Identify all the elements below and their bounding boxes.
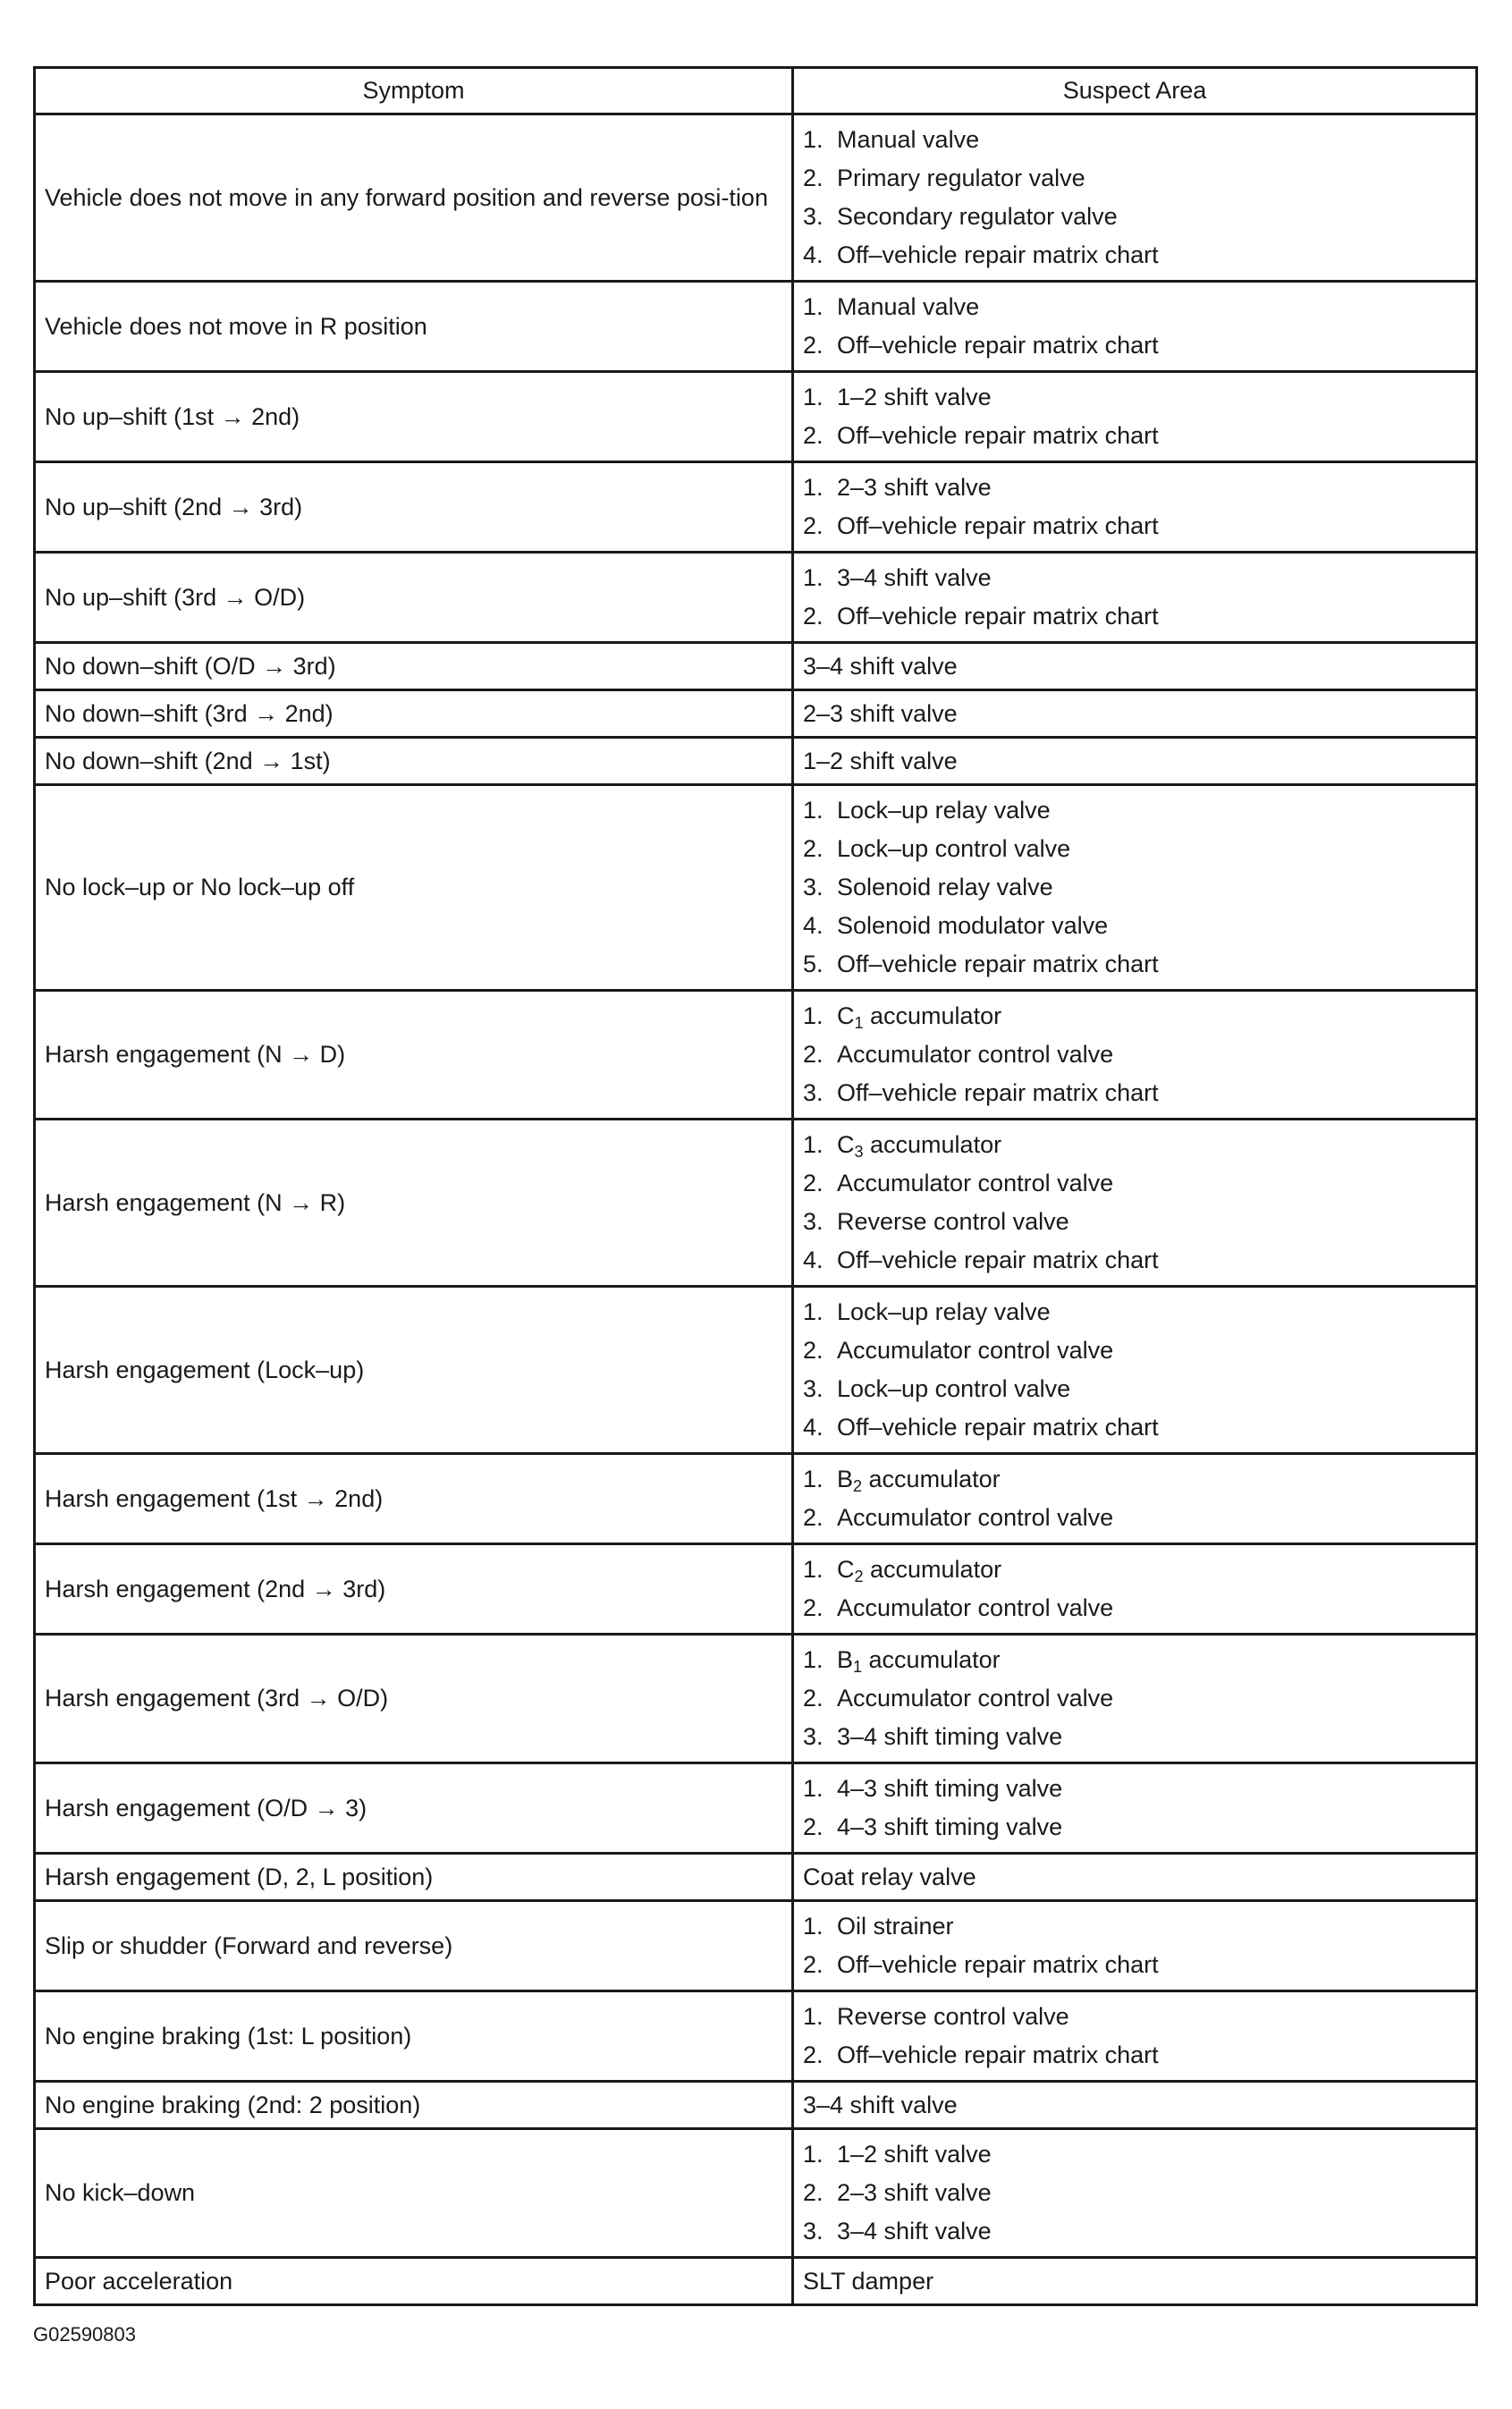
symptom-cell: Poor acceleration — [35, 2258, 793, 2305]
table-row — [35, 1854, 1477, 1901]
item-text: Accumulator control valve — [837, 1170, 1114, 1196]
suspect-area-item — [803, 159, 1466, 198]
suspect-area-item — [803, 2174, 1466, 2212]
item-number: 2. — [803, 332, 824, 359]
suspect-area-cell — [793, 1454, 1477, 1544]
suspect-area-cell: Coat relay valve — [793, 1854, 1477, 1901]
item-number: 2. — [803, 1504, 824, 1531]
item-number: 1. — [803, 1466, 824, 1492]
item-number: 3. — [803, 1375, 824, 1402]
suspect-area-cell — [793, 1763, 1477, 1854]
item-number: 1. — [803, 293, 824, 320]
table-row — [35, 1120, 1477, 1287]
symptom-cell: Harsh engagement (3rd → O/D) — [35, 1635, 793, 1763]
suspect-area-item — [803, 945, 1466, 984]
suspect-area-cell — [793, 372, 1477, 462]
item-number: 2. — [803, 512, 824, 539]
symptom-cell: No up–shift (1st → 2nd) — [35, 372, 793, 462]
suspect-area-cell — [793, 991, 1477, 1120]
item-number: 2. — [803, 835, 824, 862]
table-row — [35, 282, 1477, 372]
item-number: 1. — [803, 384, 824, 410]
suspect-area-cell: 2–3 shift valve — [793, 690, 1477, 738]
symptom-cell: No kick–down — [35, 2129, 793, 2258]
item-text: 4–3 shift timing valve — [837, 1775, 1063, 1802]
symptom-cell: No down–shift (2nd → 1st) — [35, 738, 793, 785]
item-text: 4–3 shift timing valve — [837, 1813, 1063, 1840]
table-row — [35, 1991, 1477, 2082]
suspect-area-item — [803, 1370, 1466, 1408]
suspect-area-item — [803, 236, 1466, 275]
item-text: Lock–up relay valve — [837, 1298, 1051, 1325]
table-row — [35, 2082, 1477, 2129]
suspect-area-cell — [793, 462, 1477, 553]
suspect-area-cell — [793, 282, 1477, 372]
suspect-area-item — [803, 1074, 1466, 1112]
item-number: 1. — [803, 2003, 824, 2030]
suspect-area-item — [803, 1641, 1466, 1679]
item-text: $C_2$ accumulator — [837, 1556, 1002, 1585]
suspect-area-item — [803, 288, 1466, 326]
item-text: Off–vehicle repair matrix chart — [837, 1079, 1159, 1106]
item-number: 2. — [803, 1685, 824, 1712]
item-text: Solenoid modulator valve — [837, 912, 1109, 939]
subscript: 2 — [853, 1477, 863, 1495]
item-text: Accumulator control valve — [837, 1594, 1114, 1621]
symptom-cell: Harsh engagement (N → D) — [35, 991, 793, 1120]
item-number: 3. — [803, 1723, 824, 1750]
suspect-area-list — [803, 1907, 1466, 1984]
suspect-area-item — [803, 791, 1466, 830]
suspect-area-item — [803, 1998, 1466, 2036]
suspect-area-list — [803, 2135, 1466, 2251]
suspect-area-item — [803, 1035, 1466, 1074]
item-text: $C_3$ accumulator — [837, 1131, 1002, 1161]
suspect-area-cell: 1–2 shift valve — [793, 738, 1477, 785]
item-text: $B_2$ accumulator — [837, 1466, 1001, 1495]
suspect-area-list — [803, 1551, 1466, 1627]
table-body — [35, 114, 1477, 2305]
item-text: $C_1$ accumulator — [837, 1002, 1002, 1032]
suspect-area-item — [803, 1551, 1466, 1589]
item-text: Accumulator control valve — [837, 1041, 1114, 1068]
suspect-area-list — [803, 1998, 1466, 2075]
table-row — [35, 738, 1477, 785]
item-number: 3. — [803, 1079, 824, 1106]
table-row — [35, 690, 1477, 738]
item-number: 2. — [803, 1337, 824, 1364]
table-row — [35, 553, 1477, 643]
item-text: Reverse control valve — [837, 1208, 1069, 1235]
symptom-cell: Vehicle does not move in R position — [35, 282, 793, 372]
item-text: 3–4 shift valve — [837, 564, 992, 591]
item-number: 1. — [803, 1556, 824, 1583]
item-text: 3–4 shift valve — [837, 2218, 992, 2244]
item-text: Accumulator control valve — [837, 1337, 1114, 1364]
item-number: 1. — [803, 474, 824, 501]
item-text: Oil strainer — [837, 1913, 954, 1940]
item-number: 4. — [803, 1247, 824, 1273]
suspect-area-list — [803, 121, 1466, 275]
suspect-area-column-header: Suspect Area — [793, 68, 1477, 114]
table-row — [35, 1287, 1477, 1454]
table-row — [35, 1901, 1477, 1991]
suspect-area-list — [803, 469, 1466, 545]
item-number: 1. — [803, 1131, 824, 1158]
suspect-area-item — [803, 1589, 1466, 1627]
item-text: Off–vehicle repair matrix chart — [837, 1951, 1159, 1978]
item-number: 1. — [803, 1775, 824, 1802]
item-text: Lock–up control valve — [837, 835, 1071, 862]
item-number: 2. — [803, 603, 824, 630]
table-row — [35, 785, 1477, 991]
item-number: 1. — [803, 1913, 824, 1940]
item-number: 3. — [803, 203, 824, 230]
item-text: Reverse control valve — [837, 2003, 1069, 2030]
suspect-area-cell — [793, 2129, 1477, 2258]
suspect-area-item — [803, 1331, 1466, 1370]
suspect-area-list — [803, 378, 1466, 455]
item-text: Primary regulator valve — [837, 165, 1085, 191]
item-text: 2–3 shift valve — [837, 2179, 992, 2206]
symptom-cell: Harsh engagement (D, 2, L position) — [35, 1854, 793, 1901]
suspect-area-list — [803, 1641, 1466, 1756]
item-number: 4. — [803, 912, 824, 939]
suspect-area-item — [803, 559, 1466, 597]
item-number: 1. — [803, 1002, 824, 1029]
item-number: 1. — [803, 797, 824, 824]
suspect-area-cell: 3–4 shift valve — [793, 2082, 1477, 2129]
figure-code: G02590803 — [33, 2323, 136, 2346]
suspect-area-list — [803, 559, 1466, 636]
item-text: Off–vehicle repair matrix chart — [837, 332, 1159, 359]
table-row — [35, 1763, 1477, 1854]
item-text: Off–vehicle repair matrix chart — [837, 2041, 1159, 2068]
item-text: Off–vehicle repair matrix chart — [837, 603, 1159, 630]
table-row — [35, 2258, 1477, 2305]
suspect-area-item — [803, 1241, 1466, 1280]
suspect-area-cell — [793, 1991, 1477, 2082]
symptom-cell: Harsh engagement (2nd → 3rd) — [35, 1544, 793, 1635]
suspect-area-item — [803, 2036, 1466, 2075]
item-text: Solenoid relay valve — [837, 874, 1053, 900]
symptom-cell: No up–shift (2nd → 3rd) — [35, 462, 793, 553]
item-number: 3. — [803, 1208, 824, 1235]
symptom-column-header: Symptom — [35, 68, 793, 114]
item-text: 3–4 shift timing valve — [837, 1723, 1063, 1750]
suspect-area-item — [803, 121, 1466, 159]
table-row — [35, 1454, 1477, 1544]
item-number: 3. — [803, 874, 824, 900]
item-number: 2. — [803, 1041, 824, 1068]
item-text: Off–vehicle repair matrix chart — [837, 512, 1159, 539]
suspect-area-cell — [793, 1635, 1477, 1763]
suspect-area-cell — [793, 553, 1477, 643]
item-number: 1. — [803, 564, 824, 591]
table-row — [35, 2129, 1477, 2258]
suspect-area-item — [803, 1126, 1466, 1164]
suspect-area-cell: 3–4 shift valve — [793, 643, 1477, 690]
suspect-area-list — [803, 1460, 1466, 1537]
suspect-area-item — [803, 1808, 1466, 1847]
item-text: Accumulator control valve — [837, 1504, 1114, 1531]
table-row — [35, 1544, 1477, 1635]
symptom-cell: Harsh engagement (O/D → 3) — [35, 1763, 793, 1854]
suspect-area-cell — [793, 114, 1477, 282]
suspect-area-item — [803, 597, 1466, 636]
table-row — [35, 372, 1477, 462]
suspect-area-item — [803, 1946, 1466, 1984]
suspect-area-item — [803, 830, 1466, 868]
symptom-cell: Harsh engagement (N → R) — [35, 1120, 793, 1287]
subscript: 3 — [854, 1143, 864, 1161]
table-row — [35, 643, 1477, 690]
item-text: Lock–up control valve — [837, 1375, 1071, 1402]
suspect-area-item — [803, 2135, 1466, 2174]
suspect-area-item — [803, 868, 1466, 907]
item-number: 2. — [803, 2179, 824, 2206]
subscript: 1 — [854, 1014, 864, 1032]
subscript: 1 — [853, 1658, 863, 1676]
item-text: Off–vehicle repair matrix chart — [837, 951, 1159, 977]
item-text: Manual valve — [837, 293, 980, 320]
item-number: 1. — [803, 2141, 824, 2168]
suspect-area-item — [803, 417, 1466, 455]
item-number: 4. — [803, 1414, 824, 1441]
suspect-area-list — [803, 1293, 1466, 1447]
symptom-cell: No engine braking (1st: L position) — [35, 1991, 793, 2082]
suspect-area-item — [803, 1907, 1466, 1946]
suspect-area-cell: SLT damper — [793, 2258, 1477, 2305]
suspect-area-item — [803, 326, 1466, 365]
table-row — [35, 1635, 1477, 1763]
suspect-area-list — [803, 288, 1466, 365]
suspect-area-item — [803, 507, 1466, 545]
table-row — [35, 114, 1477, 282]
item-text: Off–vehicle repair matrix chart — [837, 1414, 1159, 1441]
symptom-cell: No engine braking (2nd: 2 position) — [35, 2082, 793, 2129]
item-text: Off–vehicle repair matrix chart — [837, 241, 1159, 268]
suspect-area-item — [803, 2212, 1466, 2251]
item-text: 1–2 shift valve — [837, 2141, 992, 2168]
item-number: 1. — [803, 1646, 824, 1673]
symptom-cell: No up–shift (3rd → O/D) — [35, 553, 793, 643]
item-text: Off–vehicle repair matrix chart — [837, 422, 1159, 449]
subscript: 2 — [854, 1568, 864, 1585]
symptom-cell: No down–shift (3rd → 2nd) — [35, 690, 793, 738]
item-text: Lock–up relay valve — [837, 797, 1051, 824]
suspect-area-cell — [793, 785, 1477, 991]
symptom-table — [33, 66, 1478, 2306]
suspect-area-item — [803, 1408, 1466, 1447]
symptom-cell: Harsh engagement (Lock–up) — [35, 1287, 793, 1454]
item-text: 1–2 shift valve — [837, 384, 992, 410]
symptom-cell: No lock–up or No lock–up off — [35, 785, 793, 991]
symptom-cell: Slip or shudder (Forward and reverse) — [35, 1901, 793, 1991]
item-text: 2–3 shift valve — [837, 474, 992, 501]
suspect-area-item — [803, 1164, 1466, 1203]
item-number: 1. — [803, 126, 824, 153]
symptom-cell: Harsh engagement (1st → 2nd) — [35, 1454, 793, 1544]
item-number: 1. — [803, 1298, 824, 1325]
item-number: 2. — [803, 1813, 824, 1840]
table-header-row — [35, 68, 1477, 114]
table-row — [35, 991, 1477, 1120]
suspect-area-item — [803, 907, 1466, 945]
symptom-cell: Vehicle does not move in any forward position and reverse posi-tion — [35, 114, 793, 282]
suspect-area-cell — [793, 1901, 1477, 1991]
item-text: Off–vehicle repair matrix chart — [837, 1247, 1159, 1273]
item-text: Manual valve — [837, 126, 980, 153]
suspect-area-item — [803, 1293, 1466, 1331]
suspect-area-item — [803, 1499, 1466, 1537]
suspect-area-list — [803, 1126, 1466, 1280]
suspect-area-item — [803, 997, 1466, 1035]
item-number: 5. — [803, 951, 824, 977]
table-row — [35, 462, 1477, 553]
item-number: 3. — [803, 2218, 824, 2244]
item-text: Secondary regulator valve — [837, 203, 1118, 230]
suspect-area-item — [803, 1460, 1466, 1499]
item-number: 2. — [803, 2041, 824, 2068]
symptom-cell: No down–shift (O/D → 3rd) — [35, 643, 793, 690]
item-number: 2. — [803, 1170, 824, 1196]
item-number: 2. — [803, 422, 824, 449]
suspect-area-list — [803, 791, 1466, 984]
suspect-area-cell — [793, 1287, 1477, 1454]
suspect-area-item — [803, 1718, 1466, 1756]
suspect-area-item — [803, 1679, 1466, 1718]
suspect-area-item — [803, 198, 1466, 236]
item-number: 2. — [803, 1594, 824, 1621]
suspect-area-list — [803, 997, 1466, 1112]
item-number: 2. — [803, 1951, 824, 1978]
item-text: Accumulator control valve — [837, 1685, 1114, 1712]
suspect-area-item — [803, 469, 1466, 507]
suspect-area-cell — [793, 1544, 1477, 1635]
suspect-area-item — [803, 1203, 1466, 1241]
suspect-area-item — [803, 1770, 1466, 1808]
item-number: 4. — [803, 241, 824, 268]
item-text: $B_1$ accumulator — [837, 1646, 1001, 1676]
suspect-area-list — [803, 1770, 1466, 1847]
suspect-area-item — [803, 378, 1466, 417]
suspect-area-cell — [793, 1120, 1477, 1287]
item-number: 2. — [803, 165, 824, 191]
